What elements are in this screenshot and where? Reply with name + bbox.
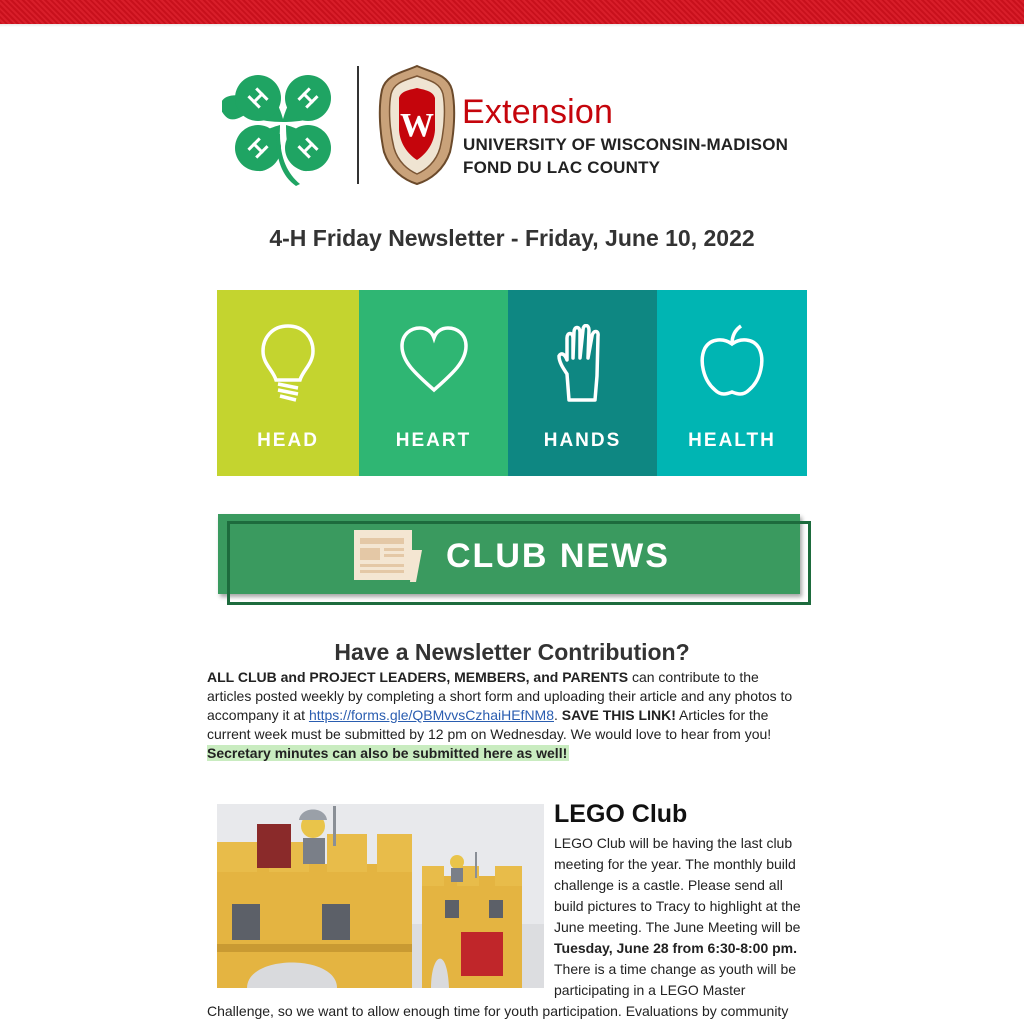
- panel-heart-label: HEART: [395, 430, 472, 451]
- apple-icon: [699, 324, 765, 398]
- secretary-minutes-note: Secretary minutes can also be submitted here as well!: [207, 745, 568, 761]
- four-h-clover-logo: [222, 64, 344, 186]
- panel-health: [657, 290, 807, 476]
- newspaper-icon: [350, 528, 424, 584]
- panel-head-label: HEAD: [257, 430, 319, 451]
- club-news-banner: [218, 514, 810, 604]
- top-band-shadow: [0, 24, 1024, 27]
- university-name: UNIVERSITY OF WISCONSIN-MADISON: [463, 135, 789, 154]
- contribution-body: [207, 668, 807, 763]
- county-name: FOND DU LAC COUNTY: [463, 158, 661, 177]
- contribution-form-link[interactable]: https://forms.gle/QBMvvsCzhaiHEfNM8: [308, 707, 554, 723]
- lightbulb-icon: [258, 324, 318, 404]
- lego-club-body-continued: Challenge, so we want to allow enough time for youth participation. Evaluations by community: [207, 1003, 789, 1019]
- newsletter-title: 4-H Friday Newsletter - Friday, June 10, 2022: [269, 225, 755, 251]
- crest-letter: W: [400, 107, 434, 144]
- panel-health-label: HEALTH: [688, 430, 776, 451]
- contribution-text-1: can contribute to the articles posted weekly by completing a short form and uploading their article and any photos to accompany it at: [207, 669, 793, 723]
- extension-title: Extension: [462, 93, 614, 131]
- panel-heart: [359, 290, 508, 476]
- four-h-pledge-banner: [217, 290, 807, 476]
- uw-crest-logo: [378, 64, 456, 186]
- save-link-note: SAVE THIS LINK!: [561, 707, 676, 723]
- hand-icon: [555, 324, 611, 404]
- lego-text-1: LEGO Club will be having the last club meeting for the year. The monthly build challenge is a castle. Please send all build pictures to Tracy to highlight at the June meeting. The June Meeting will be: [554, 835, 801, 935]
- panel-head: [217, 290, 359, 476]
- lego-club-title: LEGO Club: [554, 800, 688, 828]
- lego-meeting-date: Tuesday, June 28 from 6:30-8:00 pm.: [554, 940, 798, 956]
- heart-icon: [398, 324, 470, 396]
- lego-castle-photo: [217, 804, 544, 988]
- contribution-text-2: .: [554, 707, 562, 723]
- lego-text-2: There is a time change as youth will be participating in a LEGO Master: [554, 961, 797, 998]
- top-red-band: [0, 0, 1024, 24]
- panel-hands-label: HANDS: [543, 430, 622, 451]
- contribution-text-3: Articles for the current week must be submitted by 12 pm on Wednesday. We would love to hear from you!: [207, 707, 772, 742]
- contribution-heading: Have a Newsletter Contribution?: [334, 639, 690, 665]
- lego-club-body: [554, 833, 816, 1001]
- contribution-lead: ALL CLUB and PROJECT LEADERS, MEMBERS, and PARENTS: [207, 669, 629, 685]
- panel-hands: [508, 290, 657, 476]
- logo-divider: [357, 66, 359, 184]
- club-news-label: CLUB NEWS: [446, 537, 670, 575]
